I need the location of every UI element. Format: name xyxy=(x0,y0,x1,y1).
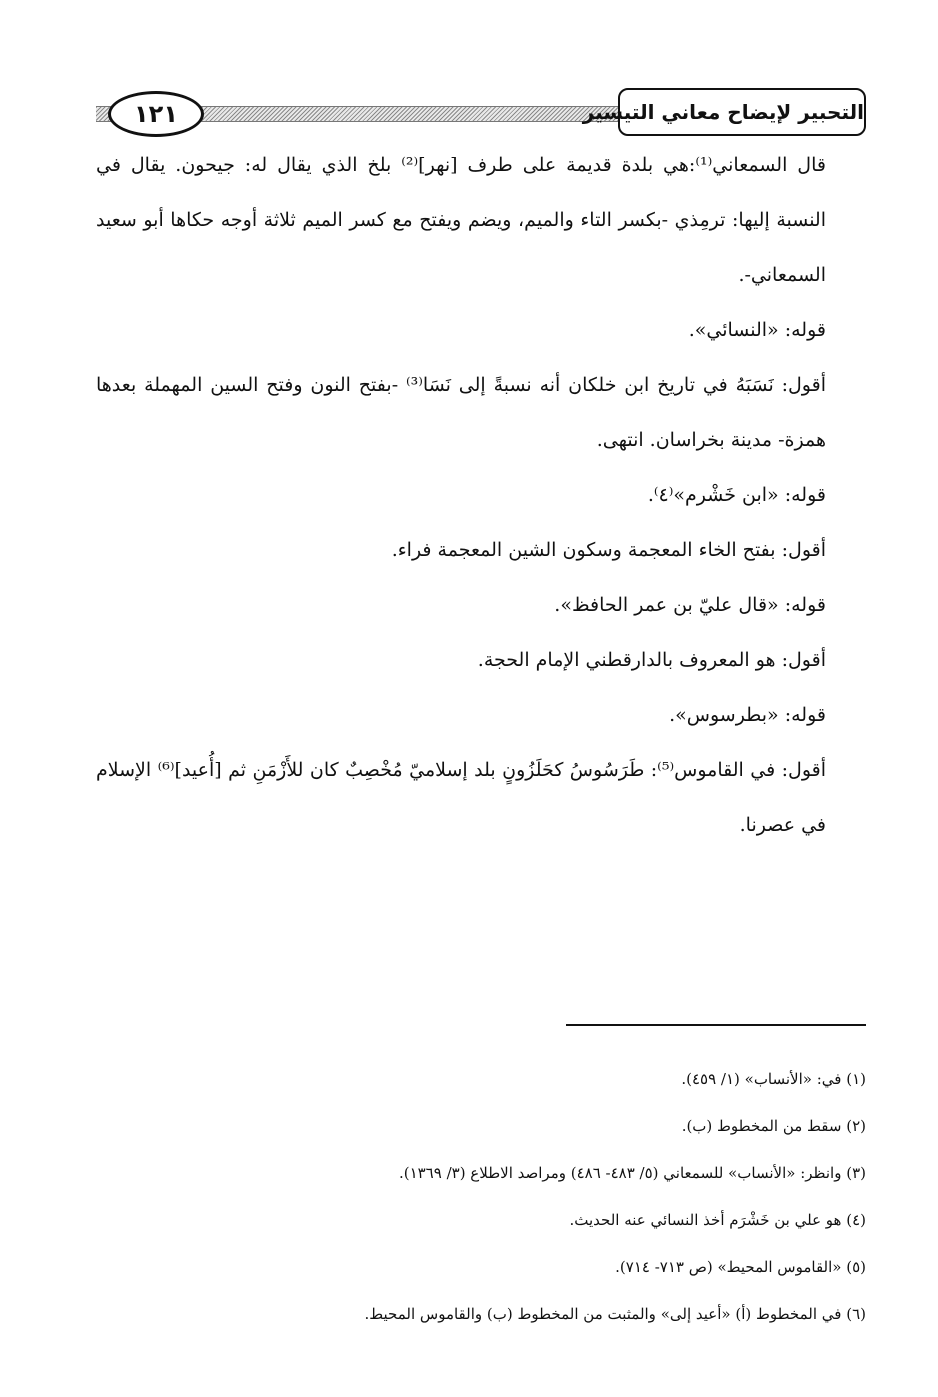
footnote-5: (٥) «القاموس المحيط» (ص ٧١٣- ٧١٤). xyxy=(615,1258,866,1276)
book-title: التحبير لإيضاح معاني التيسير xyxy=(618,88,866,136)
paragraph-qawluhu-nasai: قوله: «النسائي». xyxy=(688,319,826,341)
footnotes xyxy=(96,1056,866,1338)
paragraph-aqul-daraqutni: أقول: هو المعروف بالدارقطني الإمام الحجة. xyxy=(477,649,826,671)
paragraph-samani: قال السمعاني⁽¹⁾:هي بلدة قديمة على طرف [نهر]⁽²⁾ بلخ الذي يقال له: جيحون. يقال في النسبة إليها: ترمِذي -بكسر التاء والميم، ويضم ويفتح مع كسر الميم ثلاثة أوجه حكاها أبو سعيد السمعاني-. xyxy=(96,154,826,286)
footnote-4: (٤) هو علي بن خَشْرَم أخذ النسائي عنه الحديث. xyxy=(569,1211,866,1229)
paragraph-aqul-nasai: أقول: نَسَبَهُ في تاريخ ابن خلكان أنه نسبةً إلى نَسَا⁽³⁾ -بفتح النون وفتح السين المهملة بعدها همزة- مدينة بخراسان. انتهى. xyxy=(96,374,826,451)
footnote-separator xyxy=(566,1024,866,1026)
paragraph-qawluhu-tarsus: قوله: «بطرسوس». xyxy=(669,704,826,726)
page-header xyxy=(96,88,866,140)
page-number: ١٢١ xyxy=(108,91,204,137)
main-text xyxy=(96,138,866,853)
paragraph-aqul-tarsus: أقول: في القاموس⁽⁵⁾: طَرَسُوسُ كحَلَزُونٍ بلد إسلاميّ مُخْصِبٌ كان للأَزْمَنِ ثم [أُعيد]⁽⁶⁾ الإسلام في عصرنا. xyxy=(96,759,826,836)
footnote-3: (٣) وانظر: «الأنساب» للسمعاني (٥/ ٤٨٣- ٤٨٦) ومراصد الاطلاع (٣/ ١٣٦٩). xyxy=(398,1164,866,1182)
footnote-2: (٢) سقط من المخطوط (ب). xyxy=(681,1117,866,1135)
footnote-1: (١) في: «الأنساب» (١/ ٤٥٩). xyxy=(681,1070,866,1088)
footnote-6: (٦) في المخطوط (أ) «أعيد إلى» والمثبت من المخطوط (ب) والقاموس المحيط. xyxy=(364,1305,866,1323)
paragraph-qawluhu-ali: قوله: «قال عليّ بن عمر الحافظ». xyxy=(554,594,826,616)
paragraph-aqul-khashram: أقول: بفتح الخاء المعجمة وسكون الشين المعجمة فراء. xyxy=(391,539,826,561)
paragraph-qawluhu-khashram: قوله: «ابن خَشْرم»⁽٤⁾. xyxy=(647,484,826,506)
